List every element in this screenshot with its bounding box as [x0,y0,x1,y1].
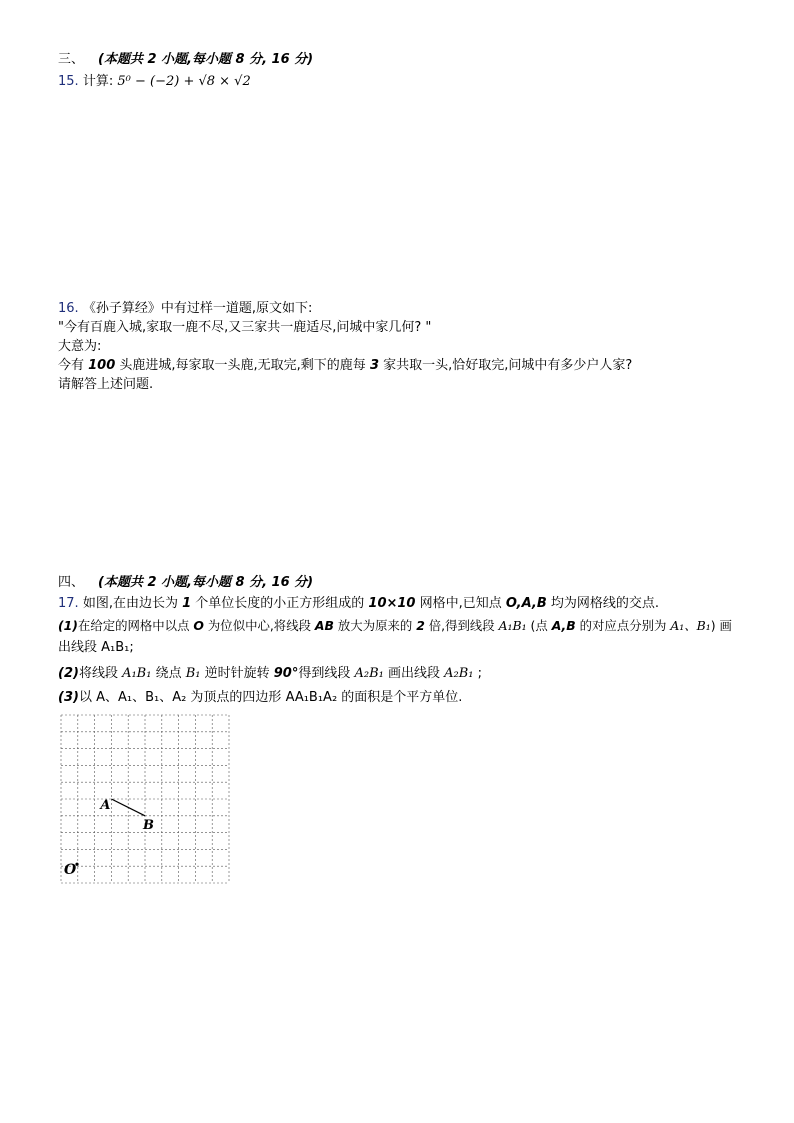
text: 放大为原来的 [333,618,417,633]
text: 的对应点分别为 [575,618,671,633]
angle: 90° [273,666,299,681]
question-number: 16. [58,301,79,316]
text: ) 画 [710,618,732,633]
question-number: 17. [58,596,79,611]
section-number: 三、 [58,52,85,67]
segment-ab [111,799,145,816]
point-names: A₁、B₁ [670,618,711,633]
point-names: O,A,B [505,596,547,611]
question-prefix: 计算: [82,74,114,89]
text: 家共取一头,恰好取完,问城中有多少户人家? [379,358,633,373]
question-16-line-5: 请解答上述问题. [58,377,154,392]
grid-size: 10×10 [368,596,416,611]
text: 以 A、A₁、B₁、A₂ 为顶点的四边形 AA₁B₁A₂ 的面积是个平方单位. [78,690,463,705]
text: 网格中,已知点 [415,596,506,611]
math-expression: 5⁰ − (−2) + √8 × √2 [117,74,251,89]
question-15 [58,74,251,90]
text: 在给定的网格中以点 [77,618,194,633]
text: ; [473,666,483,681]
question-number: 15. [58,74,79,89]
text: 倍,得到线段 [424,618,499,633]
text: (点 [526,618,552,633]
text: 将线段 [78,666,123,681]
section-4-heading [58,575,313,591]
text: 逆时针旋转 [200,666,274,681]
text: 今有 [58,358,89,373]
point-names: A,B [551,618,576,633]
section-number: 四、 [58,575,85,590]
question-16-line-2: "今有百鹿入城,家取一鹿不尽,又三家共一鹿适尽,问城中家几何? " [58,320,432,335]
number: 2 [416,618,425,633]
text: 头鹿进城,每家取一头鹿,无取完,剩下的鹿每 [115,358,370,373]
segment-name: A₂B₁ [354,666,384,681]
text: 画出线段 [383,666,445,681]
part-number: (3) [58,690,79,705]
text: 绕点 [151,666,186,681]
text: 得到线段 [298,666,355,681]
number: 100 [88,358,116,373]
segment-name: A₁B₁ [122,666,152,681]
question-text: 《孙子算经》中有过样一道题,原文如下: [82,301,313,316]
text: 为位似中心,将线段 [203,618,315,633]
number: 3 [369,358,379,373]
number: 1 [182,596,192,611]
part-number: (2) [58,666,79,681]
segment-name: A₁B₁ [498,618,527,633]
question-16-line-4 [58,358,632,374]
point-name: B₁ [185,666,201,681]
question-17-intro [58,596,659,612]
question-17-part-2 [58,666,482,682]
label-a: A [100,798,111,813]
label-b: B [143,817,154,833]
question-17-part-1-line-2: 出线段 A₁B₁; [58,640,134,655]
section-title: (本题共 2 小题,每小题 8 分, 16 分) [98,575,314,590]
segment-name: AB [314,618,334,633]
part-number: (1) [58,618,78,633]
grid-lines [61,715,229,883]
section-3-heading [58,52,313,68]
point-name: O [193,618,204,633]
question-17-part-3 [58,690,462,706]
label-o: O [64,862,77,879]
text: 均为网格线的交点. [546,596,660,611]
text: 个单位长度的小正方形组成的 [191,596,369,611]
section-title: (本题共 2 小题,每小题 8 分, 16 分) [98,52,314,67]
question-17-part-1 [58,618,732,634]
grid-figure [58,712,234,888]
question-16-line-1 [58,301,312,317]
text: 如图,在由边长为 [82,596,183,611]
question-16-line-3: 大意为: [58,339,102,354]
segment-name: A₂B₁ [444,666,474,681]
